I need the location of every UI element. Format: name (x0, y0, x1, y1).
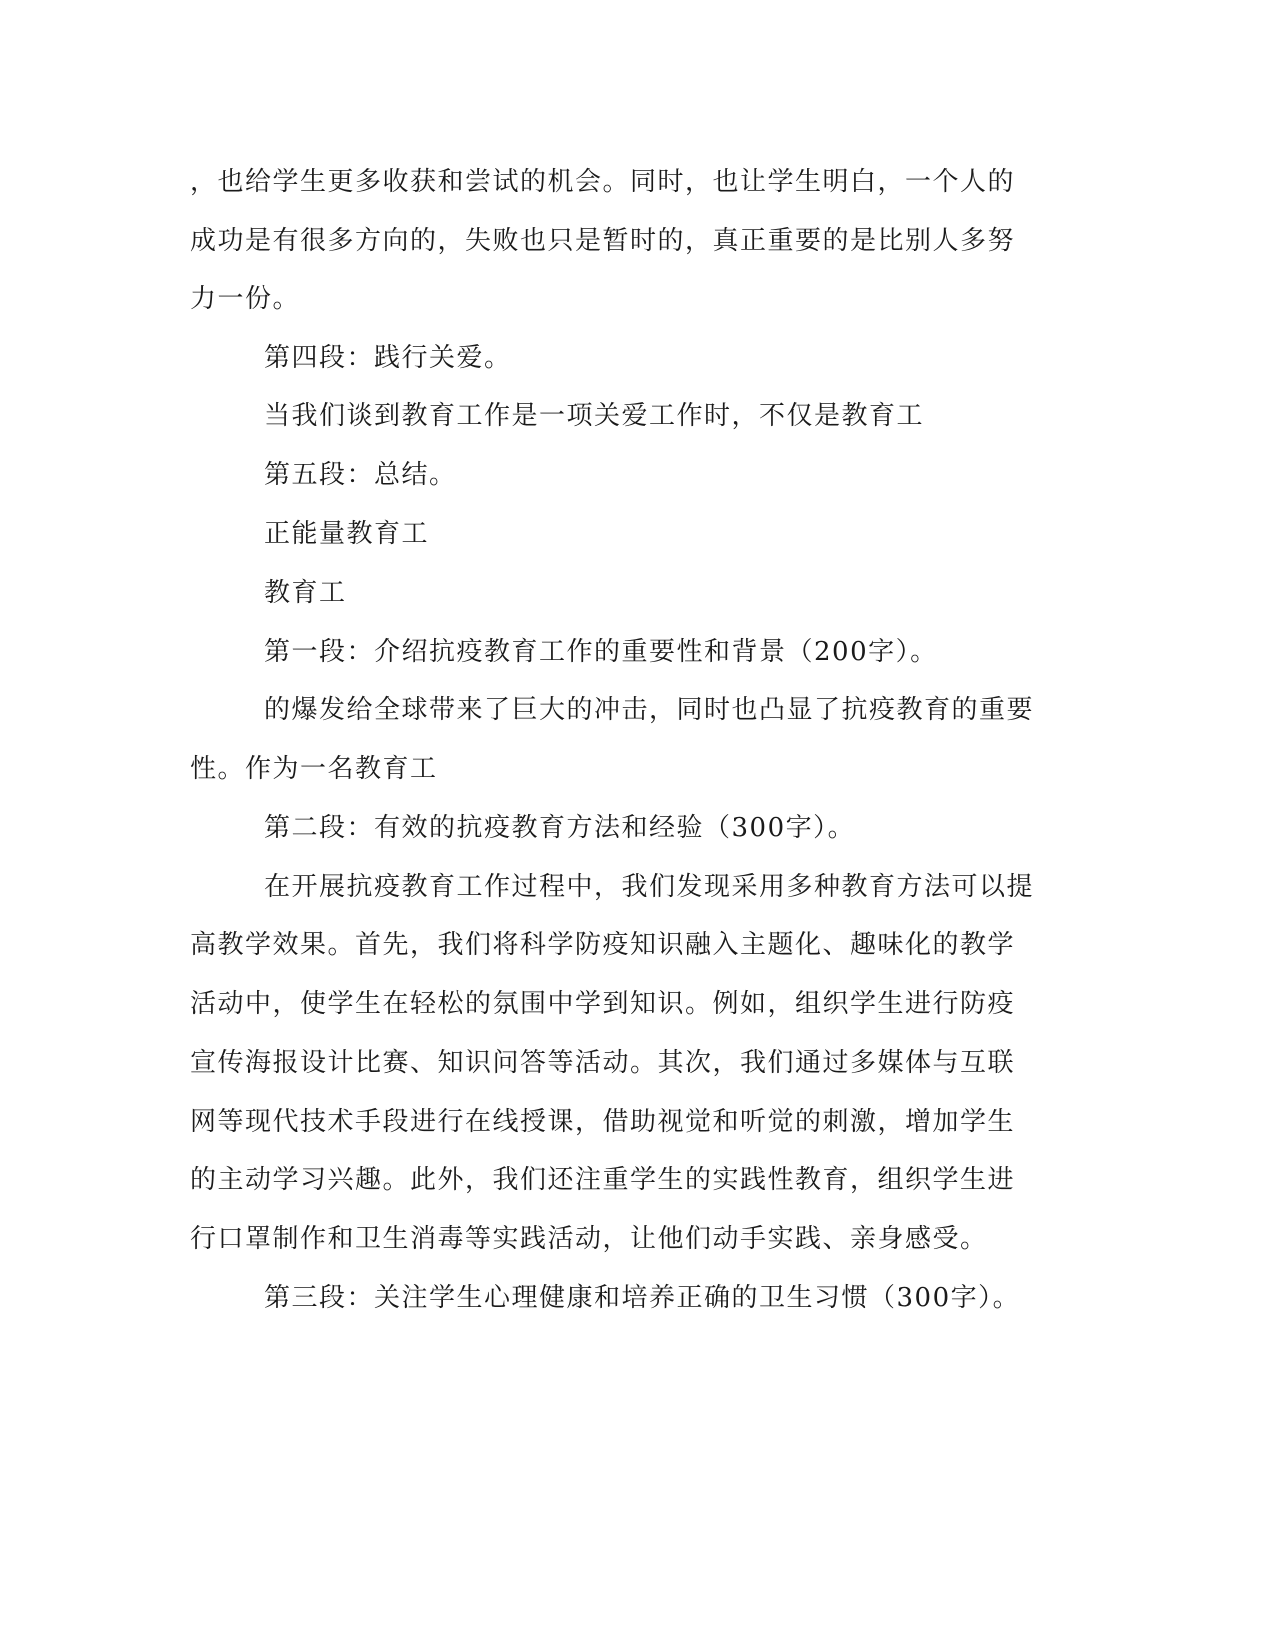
section-heading-3: 第三段：关注学生心理健康和培养正确的卫生习惯（300字）。 (264, 1283, 1021, 1313)
text-line-16: 宣传海报设计比赛、知识问答等活动。其次，我们通过多媒体与互联 (190, 1048, 1016, 1078)
text-line-7: 正能量教育工 (264, 519, 430, 549)
text-line-10: 的爆发给全球带来了巨大的冲击，同时也凸显了抗疫教育的重要 (264, 695, 1035, 725)
text-line-18: 的主动学习兴趣。此外，我们还注重学生的实践性教育，组织学生进 (190, 1165, 1016, 1195)
text-line-17: 网等现代技术手段进行在线授课，借助视觉和听觉的刺激，增加学生 (190, 1107, 1016, 1137)
text-line-13: 在开展抗疫教育工作过程中，我们发现采用多种教育方法可以提 (264, 872, 1035, 902)
text-line-11: 性。作为一名教育工 (190, 754, 438, 784)
text-line-19: 行口罩制作和卫生消毒等实践活动，让他们动手实践、亲身感受。 (190, 1224, 988, 1254)
text-line-15: 活动中，使学生在轻松的氛围中学到知识。例如，组织学生进行防疫 (190, 989, 1016, 1019)
section-heading-4: 第四段：践行关爱。 (264, 343, 512, 373)
text-line-2: 成功是有很多方向的，失败也只是暂时的，真正重要的是比别人多努 (190, 226, 1016, 256)
section-heading-2: 第二段：有效的抗疫教育方法和经验（300字）。 (264, 813, 856, 843)
section-heading-1: 第一段：介绍抗疫教育工作的重要性和背景（200字）。 (264, 637, 938, 667)
text-line-1: ，也给学生更多收获和尝试的机会。同时，也让学生明白，一个人的 (190, 167, 1016, 197)
text-line-14: 高教学效果。首先，我们将科学防疫知识融入主题化、趣味化的教学 (190, 930, 1016, 960)
text-line-5: 当我们谈到教育工作是一项关爱工作时，不仅是教育工 (264, 401, 925, 431)
section-heading-5: 第五段：总结。 (264, 460, 457, 490)
text-line-3: 力一份。 (190, 284, 301, 314)
text-line-8: 教育工 (264, 578, 347, 608)
